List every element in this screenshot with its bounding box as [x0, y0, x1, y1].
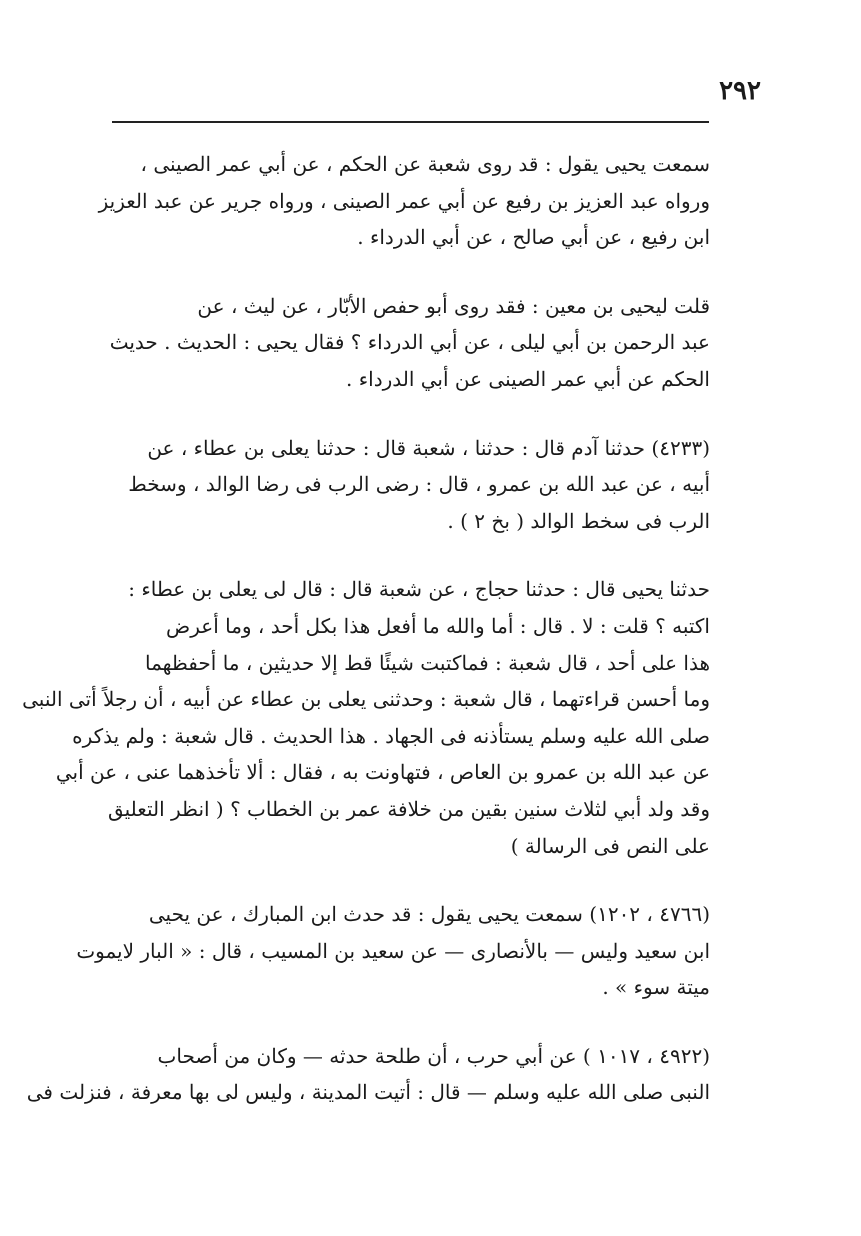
text-line: (٤٧٦٦ ، ١٢٠٢) سمعت يحيى يقول : قد حدث ابن المبارك ، عن يحيى	[148, 902, 710, 927]
text-line: حدثنا يحيى قال : حدثنا حجاج ، عن شعبة قال : قال لى يعلى بن عطاء :	[128, 577, 710, 602]
paragraph-gap	[107, 256, 710, 288]
text-line: وقد ولد أبي لثلاث سنين بقين من خلافة عمر بن الخطاب ؟ ( انظر التعليق	[107, 796, 710, 821]
text-line: (٤٢٣٣) حدثنا آدم قال : حدثنا ، شعبة قال : حدثنا يعلى بن عطاء ، عن	[147, 435, 710, 460]
text-line: هذا على أحد ، قال شعبة : فماكتبت شيئًا قط إلا حديثين ، ما أحفظهما	[145, 650, 710, 675]
paragraph-gap	[107, 539, 710, 571]
text-line: سمعت يحيى يقول : قد روى شعبة عن الحكم ، عن أبي عمر الصينى ،	[140, 152, 710, 176]
text-line: الحكم عن أبي عمر الصينى عن أبي الدرداء .	[346, 366, 710, 391]
paragraph-3	[107, 430, 710, 540]
paragraph-1	[98, 146, 710, 256]
paragraph-gap	[107, 864, 710, 896]
page-number: ٢٩٢	[719, 76, 761, 106]
text-line: ابن رفيع ، عن أبي صالح ، عن أبي الدرداء .	[357, 225, 710, 250]
text-line: صلى الله عليه وسلم يستأذنه فى الجهاد . هذا الحديث . قال شعبة : ولم يذكره	[72, 723, 710, 748]
paragraph-6	[26, 1038, 710, 1111]
paragraph-gap	[107, 1006, 710, 1038]
text-line: ورواه عبد العزيز بن رفيع عن أبي عمر الصينى ، ورواه جرير عن عبد العزيز	[98, 188, 710, 213]
text-line: ميتة سوء » .	[602, 975, 710, 1000]
text-line: النبى صلى الله عليه وسلم — قال : أتيت المدينة ، وليس لى بها معرفة ، فنزلت فى	[26, 1080, 710, 1105]
paragraph-4	[22, 571, 710, 864]
text-line: الرب فى سخط الوالد ( بخ ٢ ) .	[447, 508, 710, 533]
paragraph-2	[107, 288, 710, 398]
text-line: ابن سعيد وليس — بالأنصارى — عن سعيد بن المسيب ، قال : « البار لايموت	[76, 938, 710, 963]
text-line: وما أحسن قراءتهما ، قال شعبة : وحدثنى يعلى بن عطاء عن أبيه ، أن رجلاً أتى النبى	[22, 687, 710, 712]
text-line: (٤٩٢٢ ، ١٠١٧ ) عن أبي حرب ، أن طلحة حدثه — وكان من أصحاب	[157, 1043, 710, 1068]
paragraph-5	[76, 896, 710, 1006]
text-line: قلت ليحيى بن معين : فقد روى أبو حفص الأبّار ، عن ليث ، عن	[197, 293, 710, 318]
paragraph-gap	[107, 398, 710, 430]
header-rule	[112, 121, 709, 123]
text-line: عن عبد الله بن عمرو بن العاص ، فتهاونت به ، فقال : ألا تأخذهما عنى ، عن أبي	[55, 760, 710, 785]
text-line: على النص فى الرسالة )	[510, 833, 710, 858]
text-line: عبد الرحمن بن أبي ليلى ، عن أبي الدرداء ؟ فقال يحيى : الحديث . حديث	[109, 330, 710, 355]
text-line: أبيه ، عن عبد الله بن عمرو ، قال : رضى الرب فى رضا الوالد ، وسخط	[128, 472, 710, 497]
page-body	[22, 146, 710, 1111]
text-line: اكتبه ؟ قلت : لا . قال : أما والله ما أفعل هذا بكل أحد ، وما أعرض	[166, 613, 710, 638]
